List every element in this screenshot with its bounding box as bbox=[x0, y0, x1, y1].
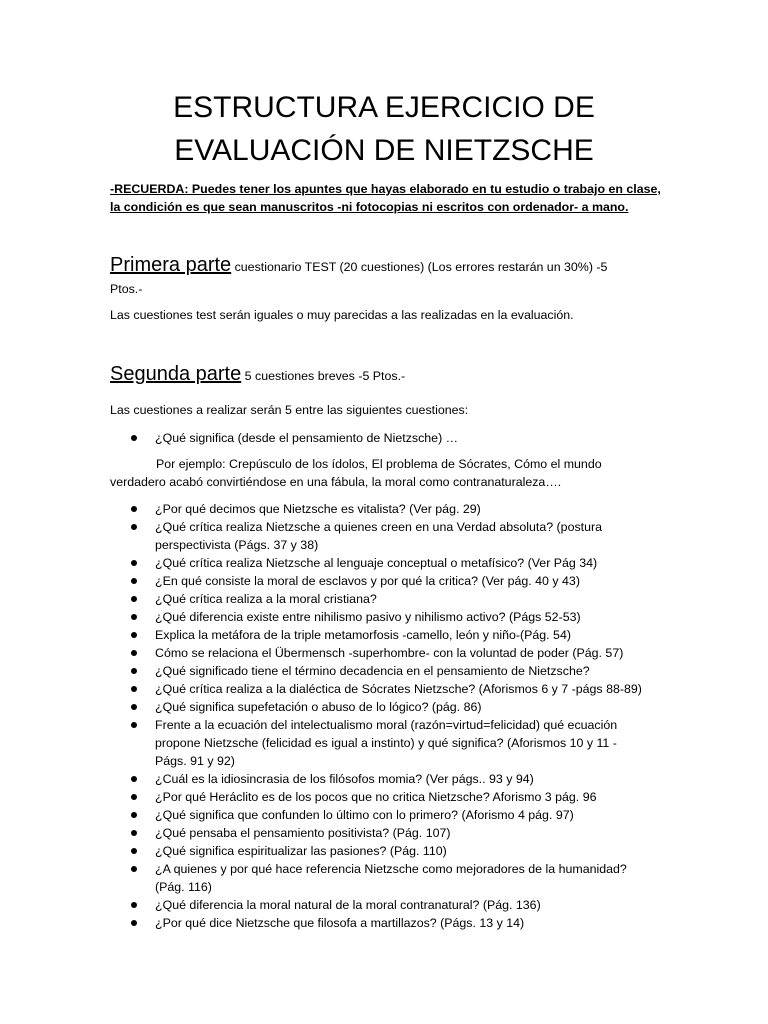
question-text-line: ¿Qué significado tiene el término decadencia en el pensamiento de Nietzsche? bbox=[155, 664, 590, 678]
question-text-line: ¿Qué diferencia existe entre nihilismo pasivo y nihilismo activo? (Págs 52-53) bbox=[155, 610, 581, 624]
bullet-icon bbox=[131, 632, 137, 638]
question-text-line: ¿Qué significa supefetación o abuso de lo lógico? (pág. 86) bbox=[155, 700, 482, 714]
bullet-icon bbox=[131, 848, 137, 854]
bullet-icon bbox=[131, 776, 137, 782]
document-title bbox=[0, 86, 768, 172]
bullet-icon bbox=[131, 506, 137, 512]
example-paragraph bbox=[110, 455, 670, 491]
question-text-line: (Pág. 116) bbox=[155, 880, 212, 894]
bullet-icon bbox=[131, 722, 137, 728]
bullet-icon bbox=[131, 704, 137, 710]
bullet-icon bbox=[131, 560, 137, 566]
bullet-icon bbox=[131, 794, 137, 800]
reminder-note bbox=[110, 180, 670, 216]
bullet-icon bbox=[131, 812, 137, 818]
part1-title: Primera parte bbox=[110, 254, 232, 276]
example-line-2: verdadero acabó convirtiéndose en una fábula, la moral como contranaturaleza…. bbox=[110, 475, 562, 489]
question-text-line: ¿En qué consiste la moral de esclavos y por qué la critica? (Ver pág. 40 y 43) bbox=[155, 574, 580, 588]
question-text-line: ¿Por qué decimos que Nietzsche es vitalista? (Ver pág. 29) bbox=[155, 502, 481, 516]
question-text-line: ¿Qué significa que confunden lo último con lo primero? (Aforismo 4 pág. 97) bbox=[155, 808, 574, 822]
example-line-1: Por ejemplo: Crepúsculo de los ídolos, El problema de Sócrates, Cómo el mundo bbox=[156, 457, 602, 471]
bullet-icon bbox=[131, 524, 137, 530]
bullet-icon bbox=[131, 902, 137, 908]
question-text-line: ¿A quienes y por qué hace referencia Nietzsche como mejoradores de la humanidad? bbox=[155, 862, 627, 876]
bullet-icon bbox=[131, 650, 137, 656]
part2-detail: 5 cuestiones breves -5 Ptos.- bbox=[241, 369, 406, 383]
question-text-line: Frente a la ecuación del intelectualismo moral (razón=virtud=felicidad) qué ecuación bbox=[155, 718, 618, 732]
bullet-icon bbox=[131, 920, 137, 926]
bullet-icon bbox=[131, 614, 137, 620]
question-text-line: ¿Qué pensaba el pensamiento positivista? (Pág. 107) bbox=[155, 826, 451, 840]
part2-heading bbox=[110, 365, 670, 385]
question-text-line: Explica la metáfora de la triple metamorfosis -camello, león y niño-(Pág. 54) bbox=[155, 628, 571, 642]
question-text-line: ¿Qué crítica realiza a la moral cristiana? bbox=[155, 592, 377, 606]
bullet-icon bbox=[131, 830, 137, 836]
bullet-icon bbox=[131, 668, 137, 674]
reminder-line-1: -RECUERDA: Puedes tener los apuntes que hayas elaborado en tu estudio o trabajo en clase, bbox=[110, 182, 661, 196]
question-text-line: perspectivista (Págs. 37 y 38) bbox=[155, 538, 319, 552]
bullet-icon bbox=[131, 596, 137, 602]
question-text-line: ¿Cuál es la idiosincrasia de los filósofos momia? (Ver págs.. 93 y 94) bbox=[155, 772, 534, 786]
question-text-line: ¿Qué crítica realiza Nietzsche al lenguaje conceptual o metafísico? (Ver Pág 34) bbox=[155, 556, 598, 570]
question-text-line: ¿Qué crítica realiza Nietzsche a quienes creen en una Verdad absoluta? (postura bbox=[155, 520, 603, 534]
part1-heading bbox=[110, 256, 670, 276]
reminder-line-2: la condición es que sean manuscritos -ni fotocopias ni escritos con ordenador- a mano. bbox=[110, 200, 629, 214]
bullet-icon bbox=[131, 866, 137, 872]
question-text-line: ¿Qué significa espiritualizar las pasiones? (Pág. 110) bbox=[155, 844, 447, 858]
bullet-icon bbox=[131, 435, 137, 441]
question-text-line: propone Nietzsche (felicidad es igual a instinto) y qué significa? (Aforismos 10 y 11 - bbox=[155, 736, 617, 750]
bullet-icon bbox=[131, 578, 137, 584]
question-text-line: ¿Qué crítica realiza a la dialéctica de Sócrates Nietzsche? (Aforismos 6 y 7 -págs 88-89) bbox=[155, 682, 642, 696]
part1-detail-continued: Ptos.- bbox=[110, 282, 143, 296]
title-line-1: ESTRUCTURA EJERCICIO DE bbox=[173, 91, 595, 124]
question-text-line: Págs. 91 y 92) bbox=[155, 754, 235, 768]
part2-intro: Las cuestiones a realizar serán 5 entre las siguientes cuestiones: bbox=[110, 403, 469, 417]
part1-paragraph: Las cuestiones test serán iguales o muy parecidas a las realizadas en la evaluación. bbox=[110, 308, 574, 322]
question-text-line: ¿Qué diferencia la moral natural de la moral contranatural? (Pág. 136) bbox=[155, 898, 541, 912]
question-text-line: Cómo se relaciona el Übermensch -superhombre- con la voluntad de poder (Pág. 57) bbox=[155, 646, 624, 660]
question-text-line: ¿Por qué Heráclito es de los pocos que no critica Nietzsche? Aforismo 3 pág. 96 bbox=[155, 790, 597, 804]
question-text-line: ¿Por qué dice Nietzsche que filosofa a martillazos? (Págs. 13 y 14) bbox=[155, 916, 525, 930]
part1-detail: cuestionario TEST (20 cuestiones) (Los errores restarán un 30%) -5 bbox=[231, 260, 608, 274]
part2-title: Segunda parte bbox=[110, 363, 242, 385]
list-item-text: ¿Qué significa (desde el pensamiento de Nietzsche) … bbox=[155, 431, 459, 445]
title-line-2: EVALUACIÓN DE NIETZSCHE bbox=[174, 134, 594, 167]
bullet-icon bbox=[131, 686, 137, 692]
